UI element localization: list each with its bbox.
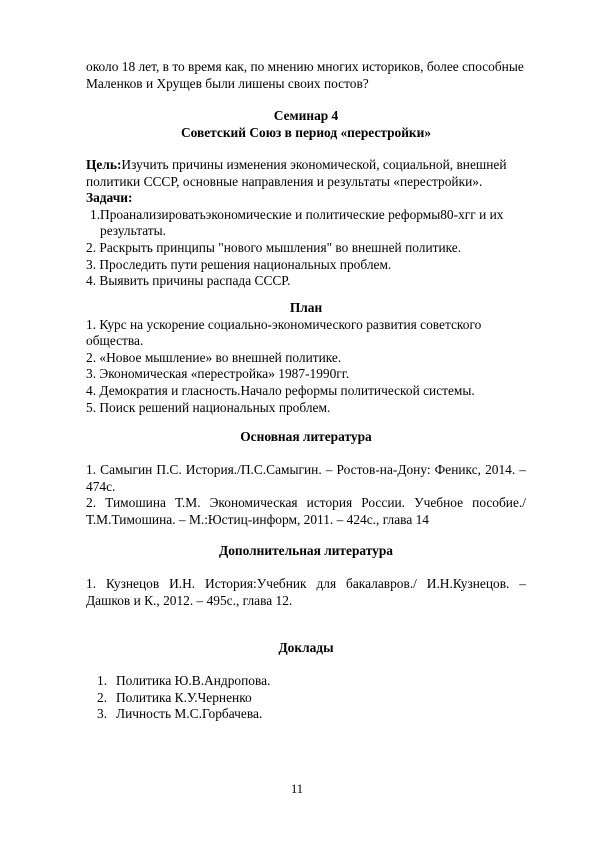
main-literature-list: [86, 462, 526, 528]
report-item: [86, 706, 526, 723]
report-number: 1.: [97, 673, 108, 688]
plan-item: 5. Поиск решений национальных проблем.: [86, 399, 331, 415]
goal-text: Изучить причины изменения экономической, социальной, внешней политики СССР, основные направления и результаты «перестройки».: [86, 157, 507, 189]
literature-item: 1. Кузнецов И.Н. История:Учебник для бакалавров./ И.Н.Кузнецов. – Дашков и К., 2012. – 495с., глава 12.: [86, 576, 526, 608]
goal-label: Цель:: [86, 157, 122, 172]
additional-literature-list: [86, 576, 526, 609]
tasks-label: Задачи:: [86, 190, 133, 206]
reports-section: [86, 640, 526, 657]
report-text: Личность М.С.Горбачева.: [116, 706, 263, 722]
goal-section: [86, 157, 526, 290]
page-number: 11: [290, 782, 304, 796]
report-number: 3.: [97, 706, 108, 722]
intro-line-2: Маленков и Хрущев были лишены своих постов?: [86, 75, 369, 91]
literature-item: 2. Тимошина Т.М. Экономическая история России. Учебное пособие./ Т.М.Тимошина. – М.:Юстиц-информ, 2011. – 424с., глава 14: [86, 495, 526, 527]
task-item: 3. Проследить пути решения национальных проблем.: [86, 256, 392, 272]
literature-item: 1. Самыгин П.С. История./П.С.Самыгин. – Ростов-на-Дону: Феникс, 2014. – 474с.: [86, 462, 526, 494]
intro-paragraph: [86, 59, 526, 92]
intro-line-1: около 18 лет, в то время как, по мнению многих историков, более способные: [86, 59, 524, 74]
plan-item: 2. «Новое мышление» во внешней политике.: [86, 349, 342, 365]
plan-item: 4. Демократия и гласность.Начало реформы политической системы.: [86, 382, 475, 398]
plan-section: [86, 300, 526, 416]
reports-heading: Доклады: [278, 640, 334, 655]
report-item: [86, 673, 526, 690]
reports-list-block: [86, 673, 526, 723]
main-literature-section: [86, 429, 526, 446]
report-text: Политика К.У.Черненко: [116, 689, 252, 705]
plan-heading: План: [289, 300, 323, 315]
seminar-header: [86, 108, 526, 141]
plan-item: 1. Курс на ускорение социально-экономического развития советского общества.: [86, 316, 482, 349]
plan-item: 3. Экономическая «перестройка» 1987-1990гг.: [86, 366, 350, 382]
task-item: 2. Раскрыть принципы "нового мышления" во внешней политике.: [86, 239, 462, 255]
additional-literature-heading: Дополнительная литература: [219, 543, 393, 558]
report-item: [86, 690, 526, 707]
task-item: 4. Выявить причины распада СССР.: [86, 273, 291, 289]
task-item: 1.Проанализироватьэкономические и политические реформы80-хгг и их результаты.: [90, 206, 504, 239]
main-literature-heading: Основная литература: [240, 429, 372, 444]
report-number: 2.: [97, 689, 108, 705]
seminar-number: Семинар 4: [273, 108, 339, 123]
reports-list: [86, 673, 526, 723]
report-text: Политика Ю.В.Андропова.: [116, 673, 271, 688]
goal-paragraph: [86, 157, 526, 190]
additional-literature-section: [86, 543, 526, 560]
seminar-title: Советский Союз в период «перестройки»: [180, 124, 432, 140]
